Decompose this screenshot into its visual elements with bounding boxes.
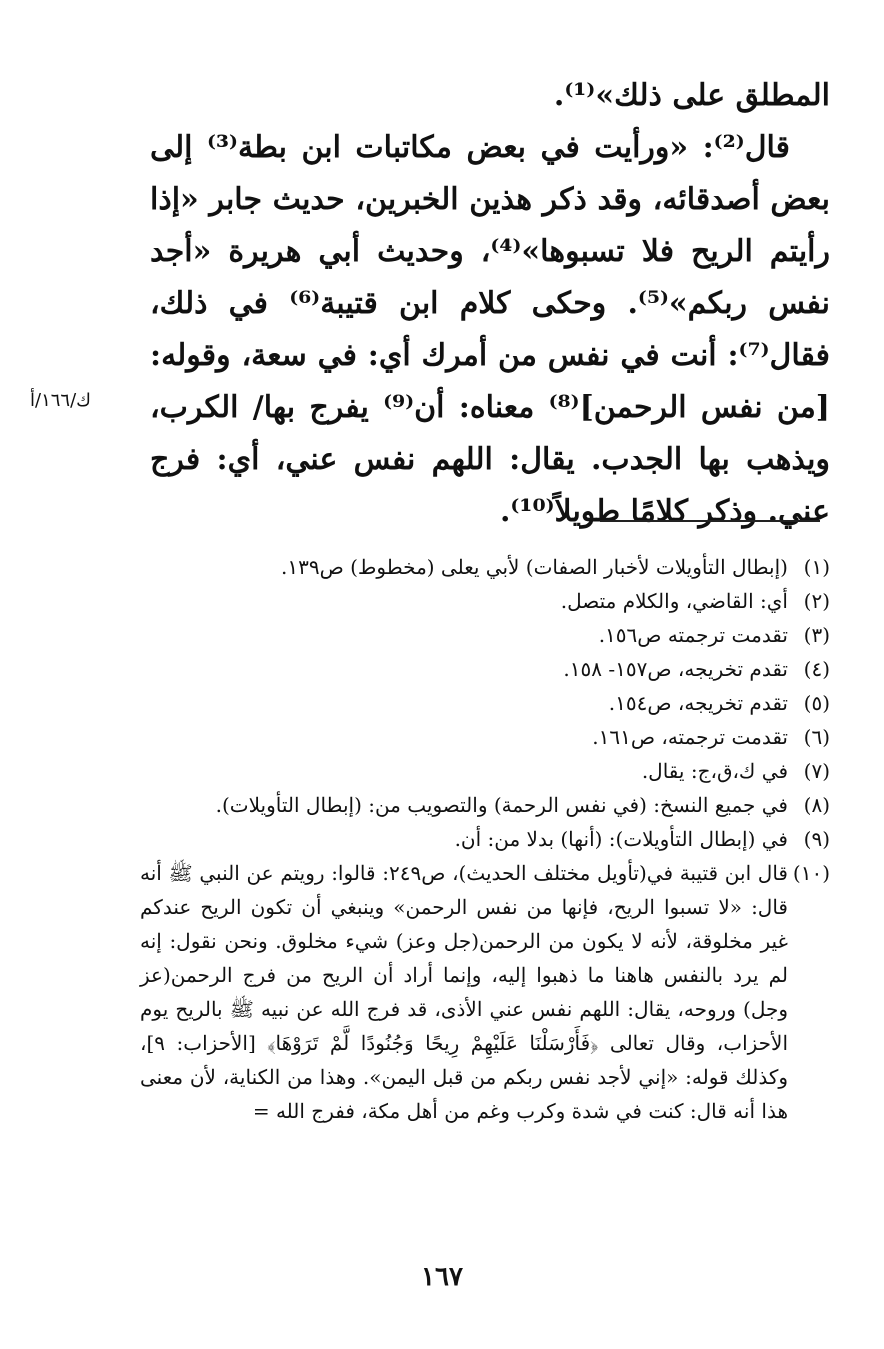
footnote-number: (٥) [803, 691, 830, 715]
footnote-text: تقدمت ترجمته، ص١٦١. [592, 725, 788, 749]
paragraph-1: المطلق على ذلك»⁽¹⁾. [553, 78, 830, 113]
footnote-text: في ك،ق،ج: يقال. [641, 759, 788, 783]
footnote-text: في (إبطال التأويلات): (أنها) بدلا من: أن. [454, 827, 788, 851]
footnote-number: (٦) [803, 725, 830, 749]
footnote-number: (٢) [803, 589, 830, 613]
footnote [140, 652, 830, 686]
footnote [140, 856, 830, 1128]
footnote [140, 788, 830, 822]
footnote-number: (٨) [803, 793, 830, 817]
footnote-number: (٩) [803, 827, 830, 851]
footnote [140, 618, 830, 652]
footnote [140, 550, 830, 584]
footnote-number: (٤) [803, 657, 830, 681]
footnote [140, 822, 830, 856]
footnotes [140, 550, 830, 1128]
footnote-text: (إبطال التأويلات لأخبار الصفات) لأبي يعلى (مخطوط) ص١٣٩. [280, 555, 788, 579]
footnote [140, 584, 830, 618]
paragraph-2: قال⁽²⁾: «ورأيت في بعض مكاتبات ابن بطة⁽³⁾ إلى بعض أصدقائه، وقد ذكر هذين الخبرين، حديث جابر «إذا رأيتم الريح فلا تسبوها»⁽⁴⁾، وحديث أبي هريرة «أجد نفس ربكم»⁽⁵⁾. وحكى كلام ابن قتيبة⁽⁶⁾ في ذلك، فقال⁽⁷⁾: أنت في نفس من أمرك أي: في سعة، وقوله: [من نفس الرحمن]⁽⁸⁾ معناه: أن⁽⁹⁾ يفرج بها/ الكرب، ويذهب بها الجدب. يقال: اللهم نفس عني، أي: فرج عني. وذكر كلامًا طويلاً⁽¹⁰⁾. [150, 130, 831, 529]
page-number: ١٦٧ [421, 1262, 463, 1292]
footnote-number: (١) [803, 555, 830, 579]
footnote-number: (٣) [803, 623, 830, 647]
footnote [140, 686, 830, 720]
footnote-text: أي: القاضي، والكلام متصل. [560, 589, 788, 613]
footnote-text: تقدم تخريجه، ص١٥٤. [608, 691, 788, 715]
footnote-text: تقدم تخريجه، ص١٥٧- ١٥٨. [563, 657, 788, 681]
footnote-number: (١٠) [792, 861, 830, 885]
footnote-text: في جميع النسخ: (في نفس الرحمة) والتصويب من: (إبطال التأويلات). [215, 793, 788, 817]
footnote [140, 754, 830, 788]
footnote-text: قال ابن قتيبة في(تأويل مختلف الحديث)، ص٢٤٩: قالوا: رويتم عن النبي ﷺ أنه قال: «لا تسبوا الريح، فإنها من نفس الرحمن» وينبغي أن تكون الريح عندكم غير مخلوقة، لأنه لا يكون من الرحمن(جل وعز) شيء مخلوق. ونحن نقول: إنه لم يرد بالنفس هاهنا ما ذهبوا إليه، وإنما أراد أن الريح من فرج الرحمن(عز وجل) وروحه، يقال: اللهم نفس عني الأذى، قد فرج الله عن نبيه ﷺ بالريح يوم الأحزاب، وقال تعالى ﴿فَأَرْسَلْنَا عَلَيْهِمْ رِيحًا وَجُنُودًا لَّمْ تَرَوْهَا﴾ [الأحزاب: ٩]، وكذلك قوله: «إني لأجد نفس ربكم من قبل اليمن». وهذا من الكناية، لأن معنى هذا أنه قال: كنت في شدة وكرب وغم من أهل مكة، ففرج الله = [140, 861, 788, 1123]
footnote [140, 720, 830, 754]
footnote-text: تقدمت ترجمته ص١٥٦. [598, 623, 788, 647]
manuscript-folio-note: ك/١٦٦/أ [30, 390, 91, 411]
footnote-separator [600, 520, 820, 522]
footnote-number: (٧) [803, 759, 830, 783]
main-text [150, 70, 830, 538]
